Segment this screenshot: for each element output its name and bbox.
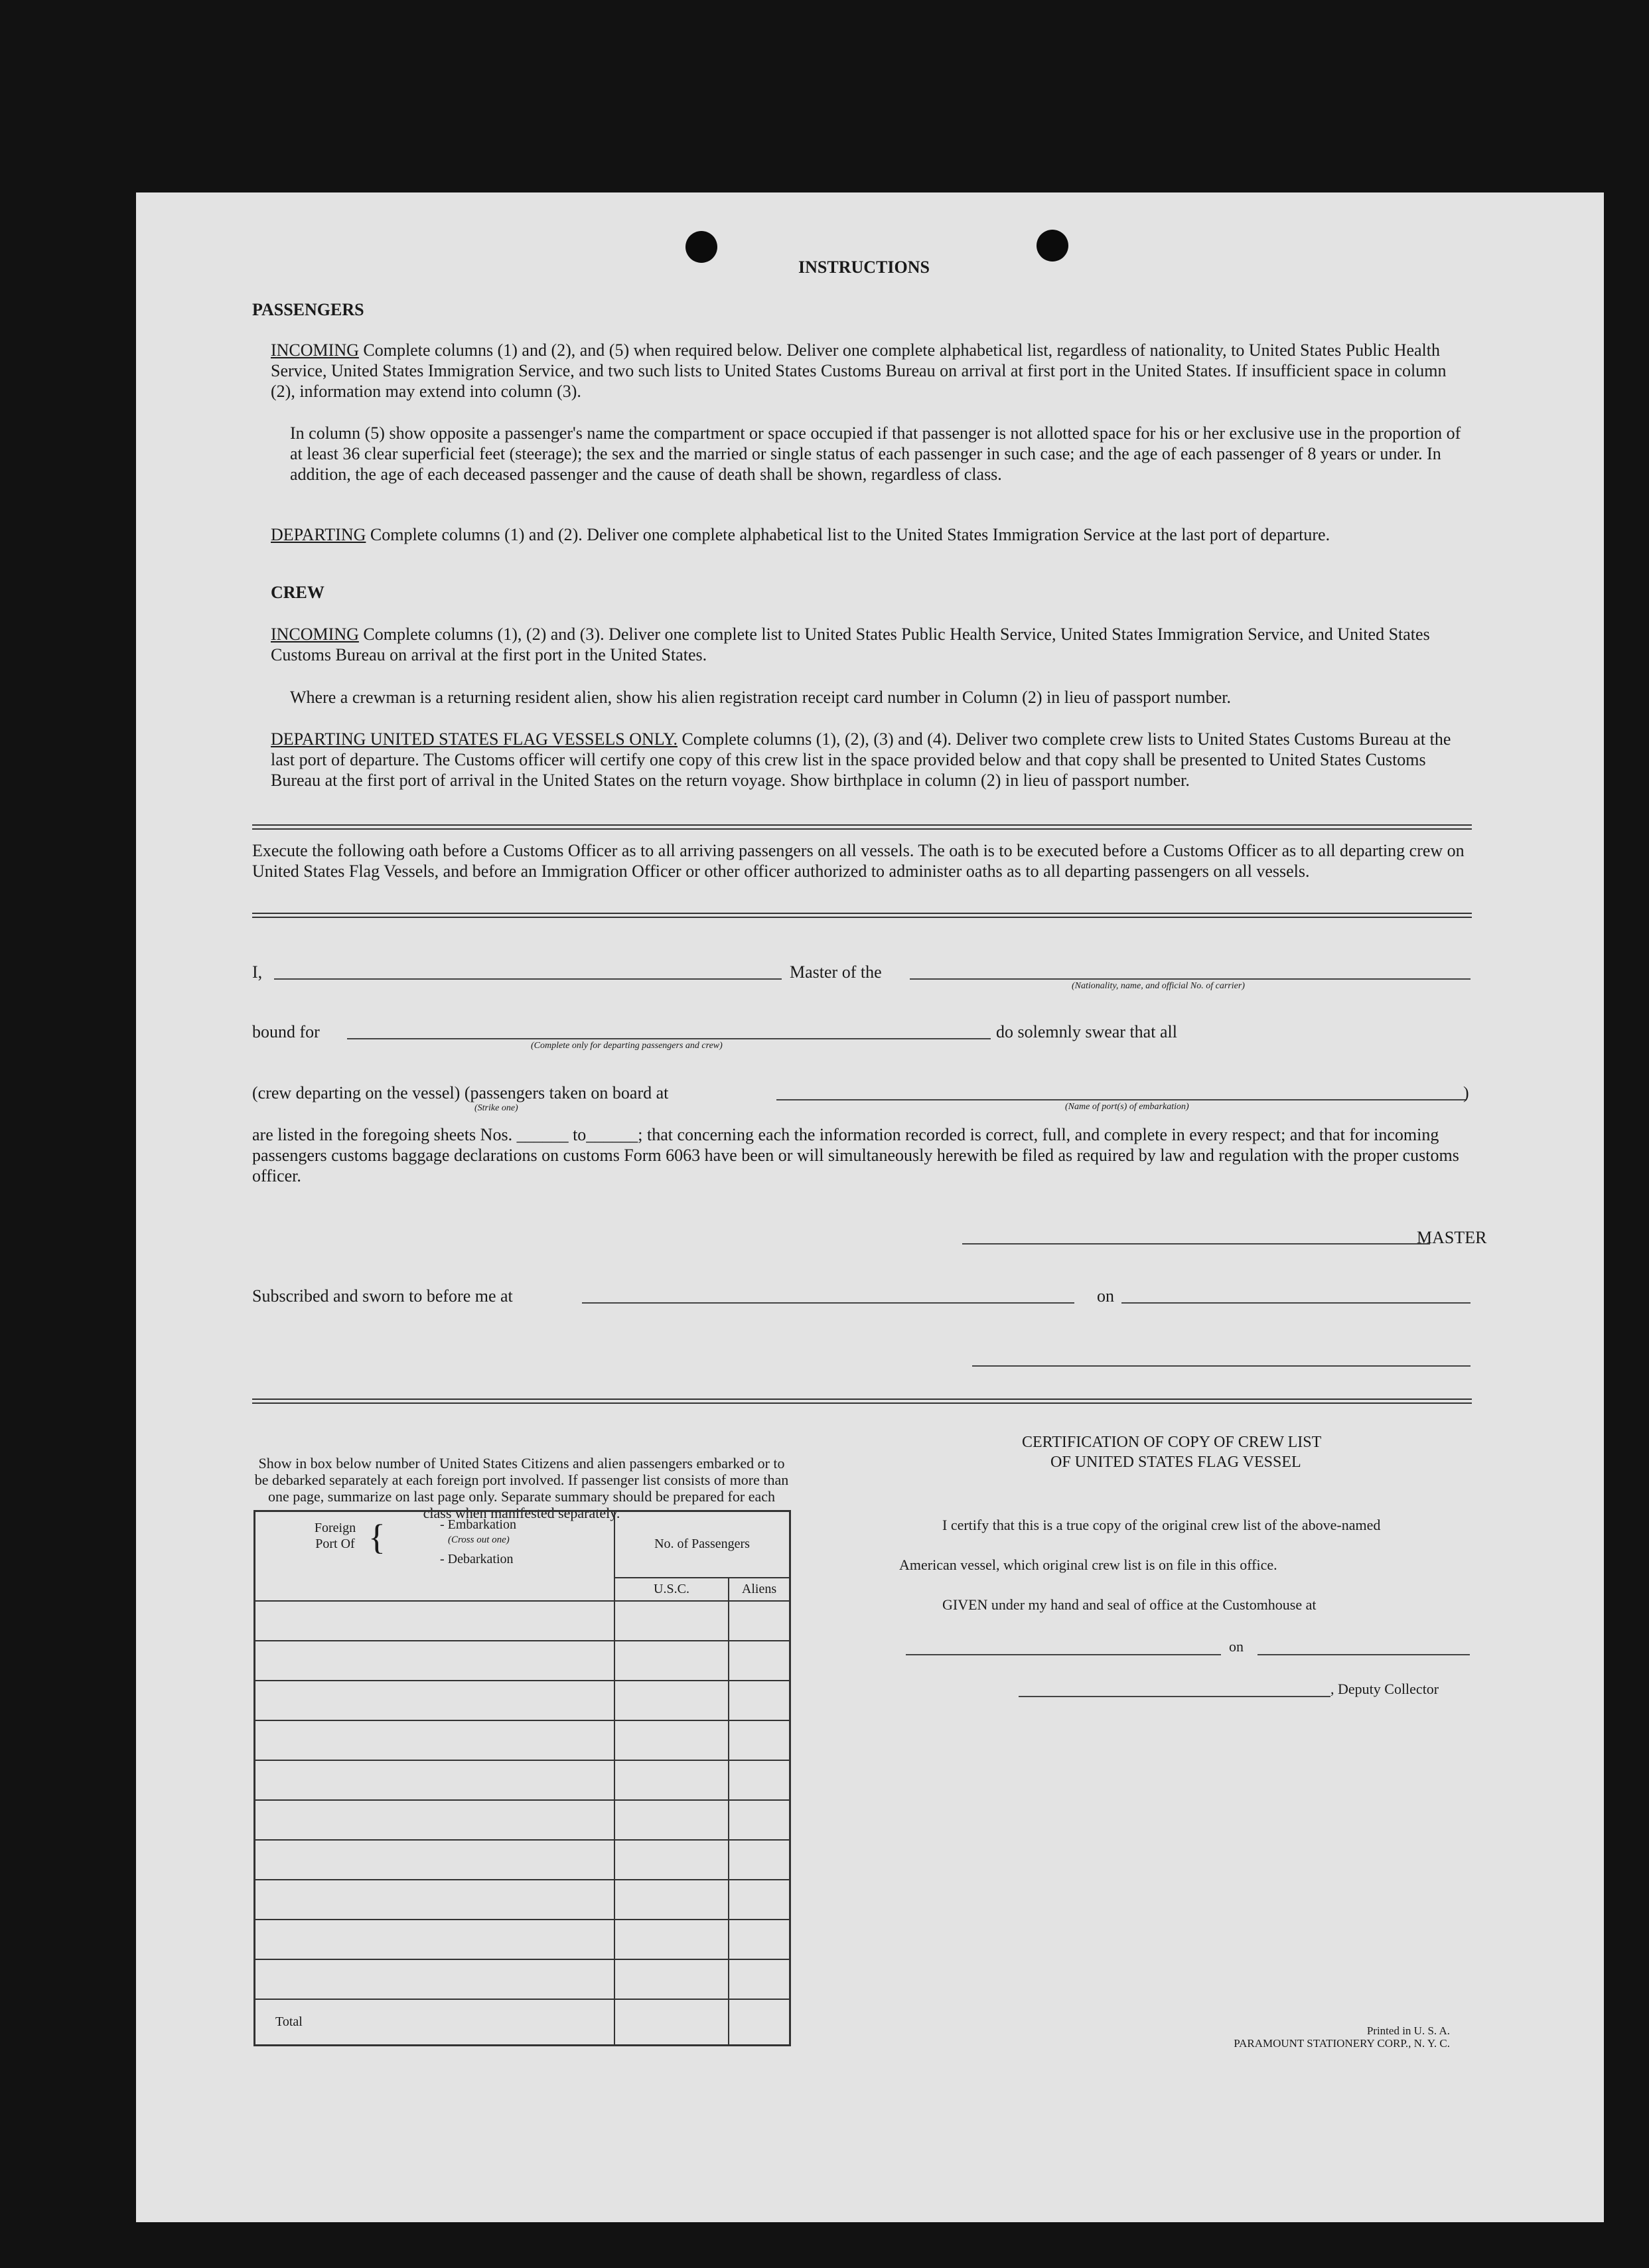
total-aliens-cell[interactable] [729,1999,790,2046]
certification-title-2: OF UNITED STATES FLAG VESSEL [1050,1454,1301,1471]
aliens-cell[interactable] [729,1720,790,1760]
embarkation-label: - Embarkation [440,1517,516,1532]
usc-cell[interactable] [614,1959,729,1999]
divider [252,913,1472,914]
usc-header: U.S.C. [614,1578,729,1601]
port-cell[interactable] [255,1880,615,1920]
crew-departing-label: DEPARTING UNITED STATES FLAG VESSELS ONLY. [271,729,678,749]
passenger-summary-table [253,1510,791,2046]
passengers-departing-paragraph [271,524,1472,545]
master-signature-field[interactable] [962,1243,1430,1245]
port-cell[interactable] [255,1800,615,1840]
brace-icon: { [368,1517,386,1557]
aliens-header: Aliens [729,1578,790,1601]
vessel-text: American vessel, which original crew list is on file in this office. [899,1556,1277,1573]
usc-cell[interactable] [614,1920,729,1959]
sworn-date-field[interactable] [1121,1302,1470,1304]
printed-in-usa: Printed in U. S. A. [1366,2024,1450,2037]
aliens-cell[interactable] [729,1800,790,1840]
usc-cell[interactable] [614,1800,729,1840]
sworn-place-field[interactable] [582,1302,1074,1304]
form-page [136,192,1604,2222]
master-of-label: Master of the [790,962,882,982]
divider [252,1399,1472,1400]
listed-paragraph: are listed in the foregoing sheets Nos. ______ to______; that concerning each the information recorded is correct, full, and complete in every respect; and that for incoming passengers customs baggage declarations on customs Form 6063 have been or will simultaneously herewith be filed as required by law and regulation with the proper customs officer. [252,1125,1459,1185]
port-cell[interactable] [255,1840,615,1880]
deputy-signature-field[interactable] [1019,1696,1330,1697]
cross-out-label: (Cross out one) [448,1535,510,1545]
port-header-cell [255,1511,615,1601]
certify-text: I certify that this is a true copy of the original crew list of the above-named [942,1517,1381,1533]
punch-hole-right [1037,230,1068,262]
usc-cell[interactable] [614,1720,729,1760]
carrier-field[interactable] [910,978,1470,980]
passengers-heading: PASSENGERS [252,300,364,319]
divider [252,917,1472,918]
aliens-cell[interactable] [729,1641,790,1681]
printer-name: PARAMOUNT STATIONERY CORP., N. Y. C. [1234,2037,1450,2050]
port-cell[interactable] [255,1681,615,1720]
aliens-cell[interactable] [729,1681,790,1720]
resident-alien-paragraph: Where a crewman is a returning resident alien, show his alien registration receipt card number in Column (2) in lieu of passport number. [290,688,1232,707]
punch-hole-left [685,231,717,263]
deputy-collector-label: , Deputy Collector [1330,1681,1439,1697]
crew-incoming-text: Complete columns (1), (2) and (3). Deliver one complete list to United States Public Health Service, United States Immigration Service, and United States Customs Bureau on arrival at the first port in the United States. [271,625,1430,664]
aliens-cell[interactable] [729,1760,790,1800]
column5-paragraph: In column (5) show opposite a passenger's name the compartment or space occupied if that passenger is not allotted space for his or her exclusive use in the proportion of at least 36 clear superficial feet (steerage); the sex and the married or single status of each passenger in such case; and the age of each passenger of 8 years or under. In addition, the age of each deceased passenger and the cause of death shall be shown, regardless of class. [290,423,1461,484]
port-cell[interactable] [255,1641,615,1681]
crew-departing-paragraph [271,729,1472,791]
strike-caption: (Strike one) [474,1103,518,1113]
crew-incoming-paragraph [271,624,1472,665]
aliens-cell[interactable] [729,1959,790,1999]
crew-heading: CREW [271,583,324,602]
passengers-incoming-paragraph [271,340,1472,402]
customhouse-field[interactable] [906,1654,1221,1655]
debarkation-label: - Debarkation [440,1552,514,1566]
port-cell[interactable] [255,1601,615,1641]
given-text: GIVEN under my hand and seal of office at the Customhouse at [942,1596,1317,1613]
summary-instructions: Show in box below number of United States Citizens and alien passengers embarked or to be debarked separately at each foreign port involved. If passenger list consists of more than one page, summarize on last page only. Separate summary should be prepared for each class when manifested separately. [254,1455,789,1521]
bound-caption: (Complete only for departing passengers and crew) [531,1041,723,1051]
oath-i-label: I, [252,962,263,982]
close-paren: ) [1463,1083,1469,1102]
usc-cell[interactable] [614,1601,729,1641]
divider [252,1402,1472,1404]
incoming-text: Complete columns (1) and (2), and (5) when required below. Deliver one complete alphabetical list, regardless of nationality, to United States Public Health Service, United States Immigration Service, and two such lists to United States Customs Bureau on arrival at first port in the United States. If insufficient space in column (2), information may extend into column (3). [271,340,1447,401]
subscribed-label: Subscribed and sworn to before me at [252,1286,513,1306]
divider [252,824,1472,826]
incoming-label: INCOMING [271,340,359,360]
crew-departing-strike-label: (crew departing on the vessel) (passengers taken on board at [252,1083,669,1102]
aliens-cell[interactable] [729,1920,790,1959]
usc-cell[interactable] [614,1840,729,1880]
aliens-cell[interactable] [729,1880,790,1920]
carrier-caption: (Nationality, name, and official No. of carrier) [1072,981,1245,991]
cert-date-field[interactable] [1257,1654,1470,1655]
usc-cell[interactable] [614,1880,729,1920]
departing-label: DEPARTING [271,525,366,544]
embarkation-ports-field[interactable] [776,1099,1467,1100]
usc-cell[interactable] [614,1760,729,1800]
port-cell[interactable] [255,1760,615,1800]
officer-signature-field[interactable] [972,1365,1470,1367]
master-label: MASTER [1417,1228,1487,1247]
total-usc-cell[interactable] [614,1999,729,2046]
master-name-field[interactable] [274,978,782,980]
divider [252,828,1472,830]
port-cell[interactable] [255,1959,615,1999]
swear-label: do solemnly swear that all [996,1022,1177,1041]
bound-for-field[interactable] [347,1038,991,1039]
certification-title-1: CERTIFICATION OF COPY OF CREW LIST [1022,1434,1322,1451]
instructions-heading: INSTRUCTIONS [798,258,930,277]
aliens-cell[interactable] [729,1601,790,1641]
cert-on-label: on [1229,1638,1244,1655]
crew-departing-text: Complete columns (1), (2), (3) and (4). Deliver two complete crew lists to United States Customs Bureau at the last port of departure. The Customs officer will certify one copy of this crew list in the space provided below and that copy shall be presented to United States Customs Bureau at the first port of arrival in the United States on the return voyage. Show birthplace in column (2) in lieu of passport number. [271,729,1451,790]
printer-imprint [1131,2024,1450,2050]
crew-incoming-label: INCOMING [271,625,359,644]
port-cell[interactable] [255,1720,615,1760]
foreign-port-of-label: Foreign Port Of [314,1521,356,1551]
total-label: Total [255,1999,615,2046]
aliens-cell[interactable] [729,1840,790,1880]
usc-cell[interactable] [614,1641,729,1681]
sworn-on-label: on [1097,1286,1114,1306]
port-cell[interactable] [255,1920,615,1959]
ports-caption: (Name of port(s) of embarkation) [1065,1102,1189,1112]
no-passengers-header: No. of Passengers [614,1511,790,1578]
departing-text: Complete columns (1) and (2). Deliver one complete alphabetical list to the United States Immigration Service at the last port of departure. [370,525,1330,544]
usc-cell[interactable] [614,1681,729,1720]
bound-for-label: bound for [252,1022,320,1041]
oath-intro: Execute the following oath before a Customs Officer as to all arriving passengers on all vessels. The oath is to be executed before a Customs Officer as to all departing crew on United States Flag Vessels, and before an Immigration Officer or other officer authorized to administer oaths as to all departing passengers on all vessels. [252,841,1465,881]
